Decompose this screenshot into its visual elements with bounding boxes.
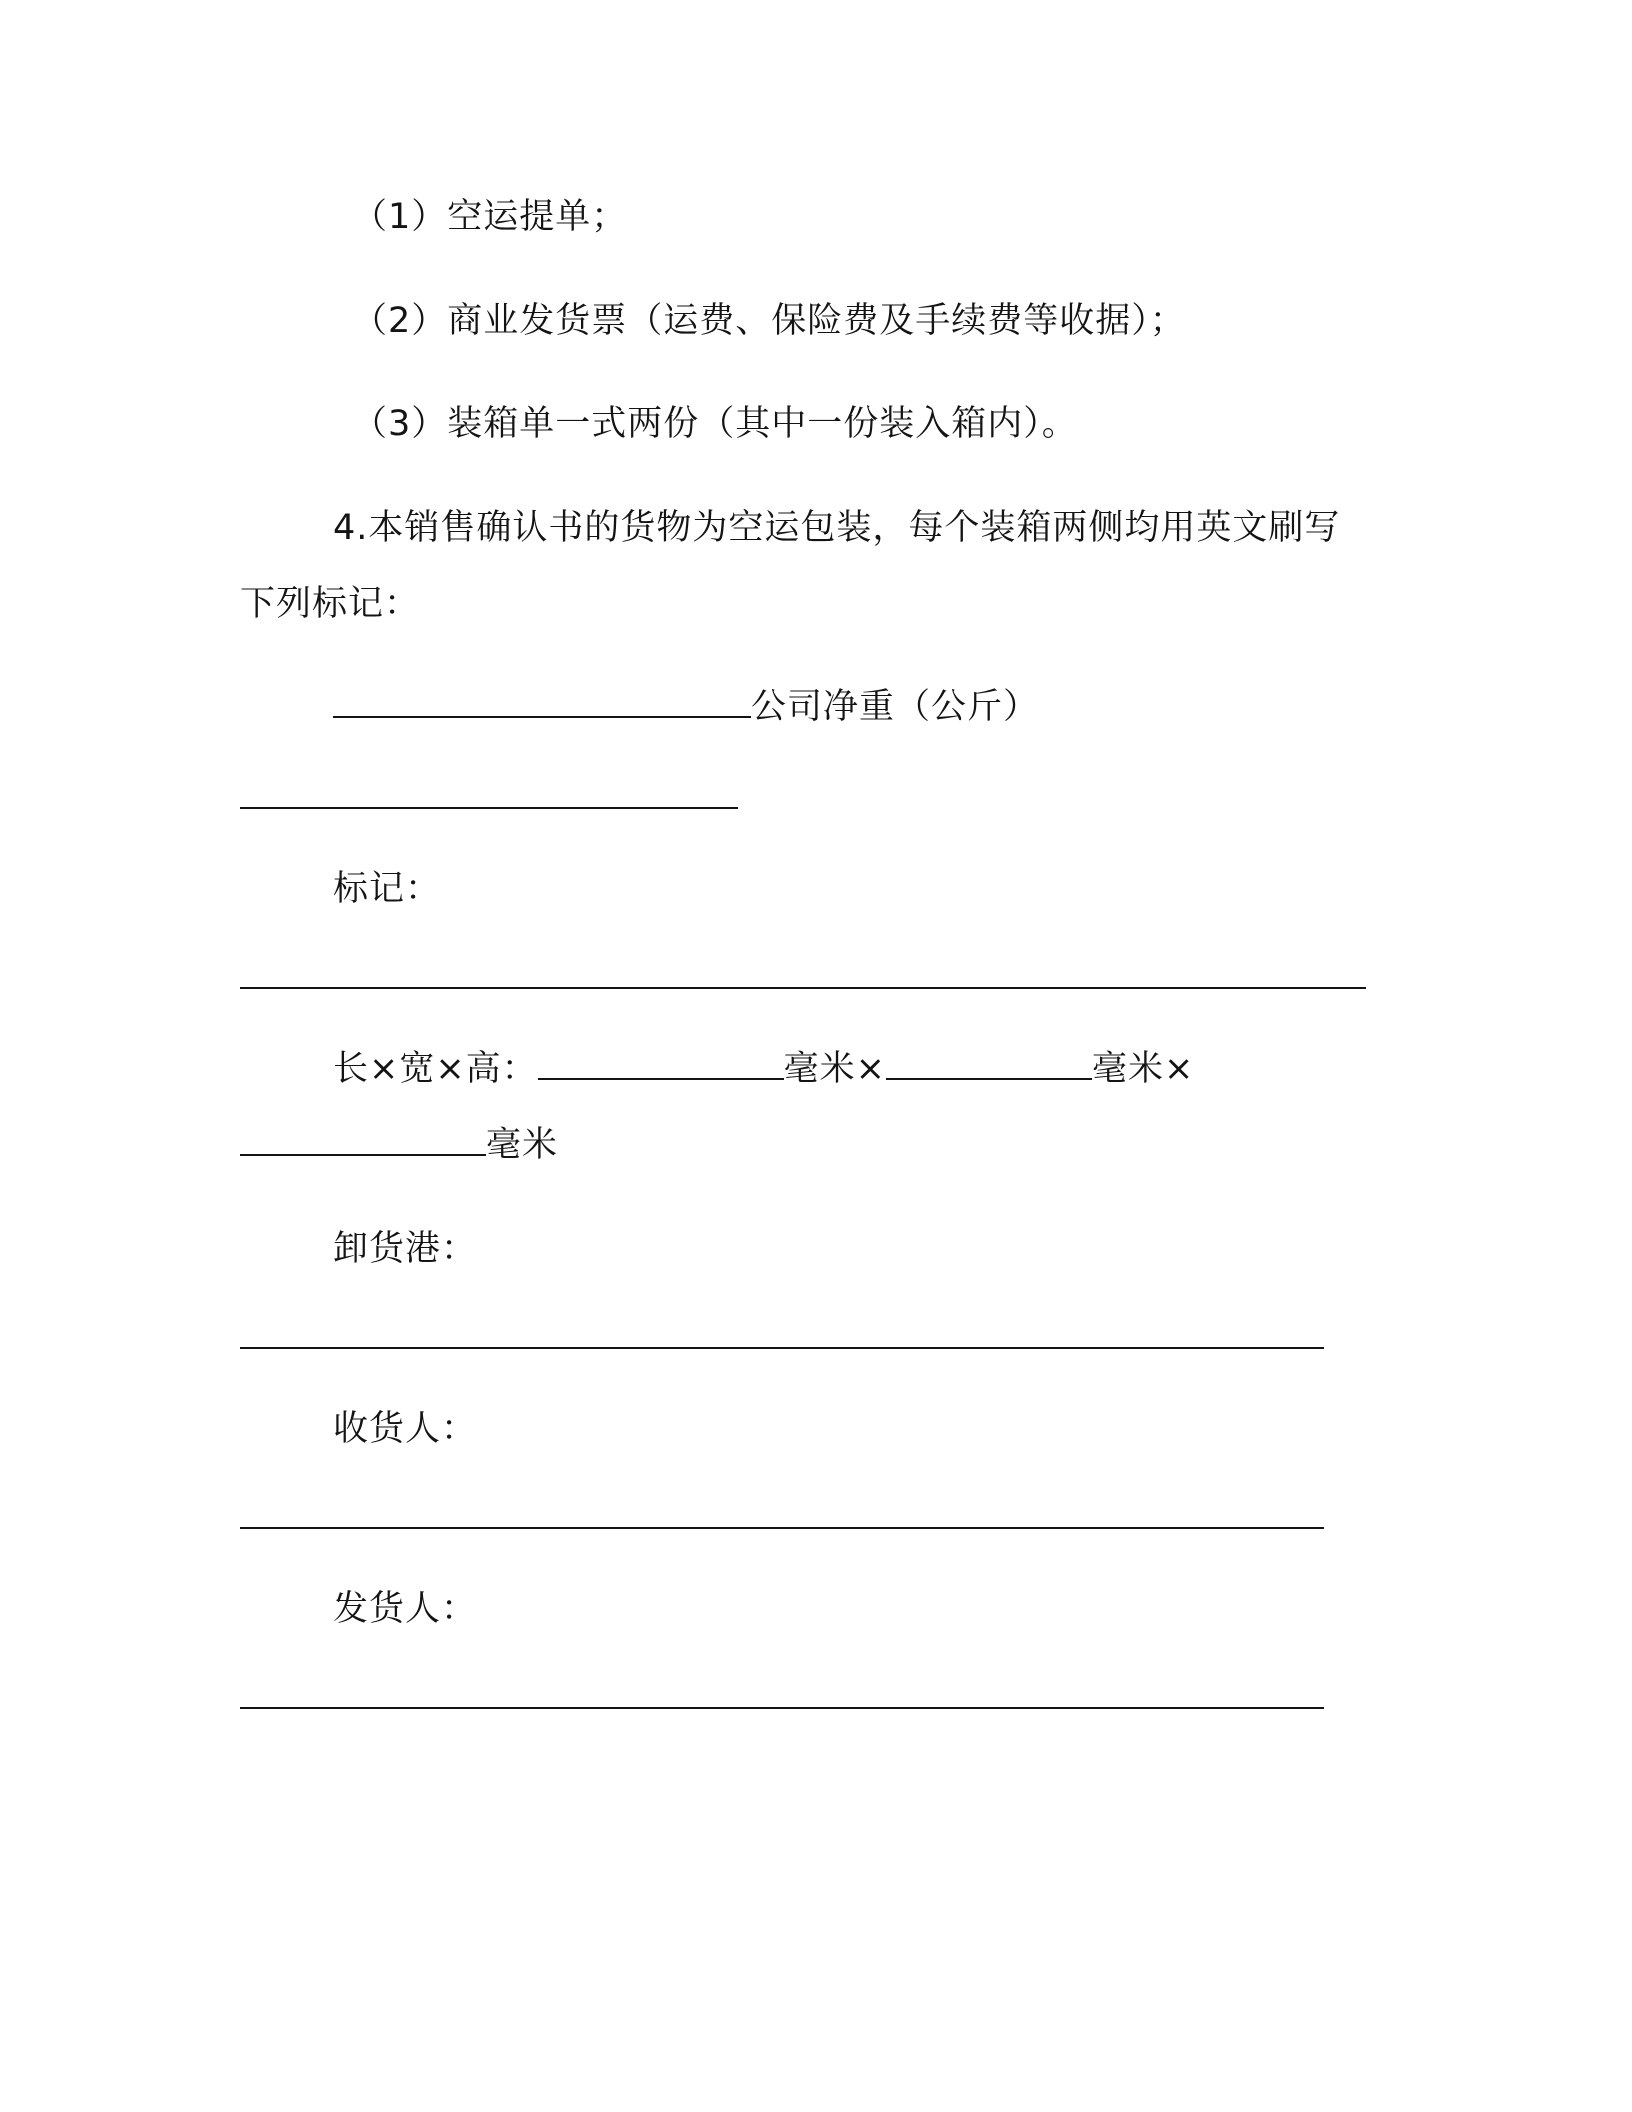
item-3-packing-list: （3）装箱单一式两份（其中一份装入箱内）。	[352, 404, 1078, 444]
net-weight-blank[interactable]	[240, 807, 738, 809]
dimensions-label: 长×宽×高：	[333, 1049, 538, 1089]
width-unit: 毫米×	[1091, 1049, 1195, 1089]
port-of-discharge-label: 卸货港：	[333, 1229, 478, 1269]
clause-4-line-2: 下列标记：	[240, 584, 421, 624]
length-unit: 毫米×	[783, 1049, 886, 1089]
shipper-blank[interactable]	[240, 1707, 1324, 1709]
consignee-blank[interactable]	[240, 1527, 1324, 1529]
company-net-weight-row	[333, 684, 1039, 730]
item-1-air-waybill: （1）空运提单；	[352, 197, 628, 237]
length-blank[interactable]	[538, 1048, 784, 1080]
dimensions-row	[333, 1046, 1194, 1092]
shipper-label: 发货人：	[333, 1589, 478, 1629]
height-unit: 毫米	[486, 1125, 559, 1165]
width-blank[interactable]	[886, 1048, 1092, 1080]
company-name-blank[interactable]	[333, 686, 751, 718]
clause-4-line-1: 4.本销售确认书的货物为空运包装，每个装箱两侧均用英文刷写	[333, 508, 1341, 548]
consignee-label: 收货人：	[333, 1409, 478, 1449]
port-of-discharge-blank[interactable]	[240, 1347, 1324, 1349]
marks-label: 标记：	[333, 869, 442, 909]
marks-blank[interactable]	[240, 987, 1366, 989]
height-row	[240, 1122, 558, 1168]
item-2-commercial-invoice: （2）商业发货票（运费、保险费及手续费等收据）；	[352, 301, 1186, 341]
company-net-weight-label: 公司净重（公斤）	[751, 687, 1040, 727]
height-blank[interactable]	[240, 1124, 486, 1156]
